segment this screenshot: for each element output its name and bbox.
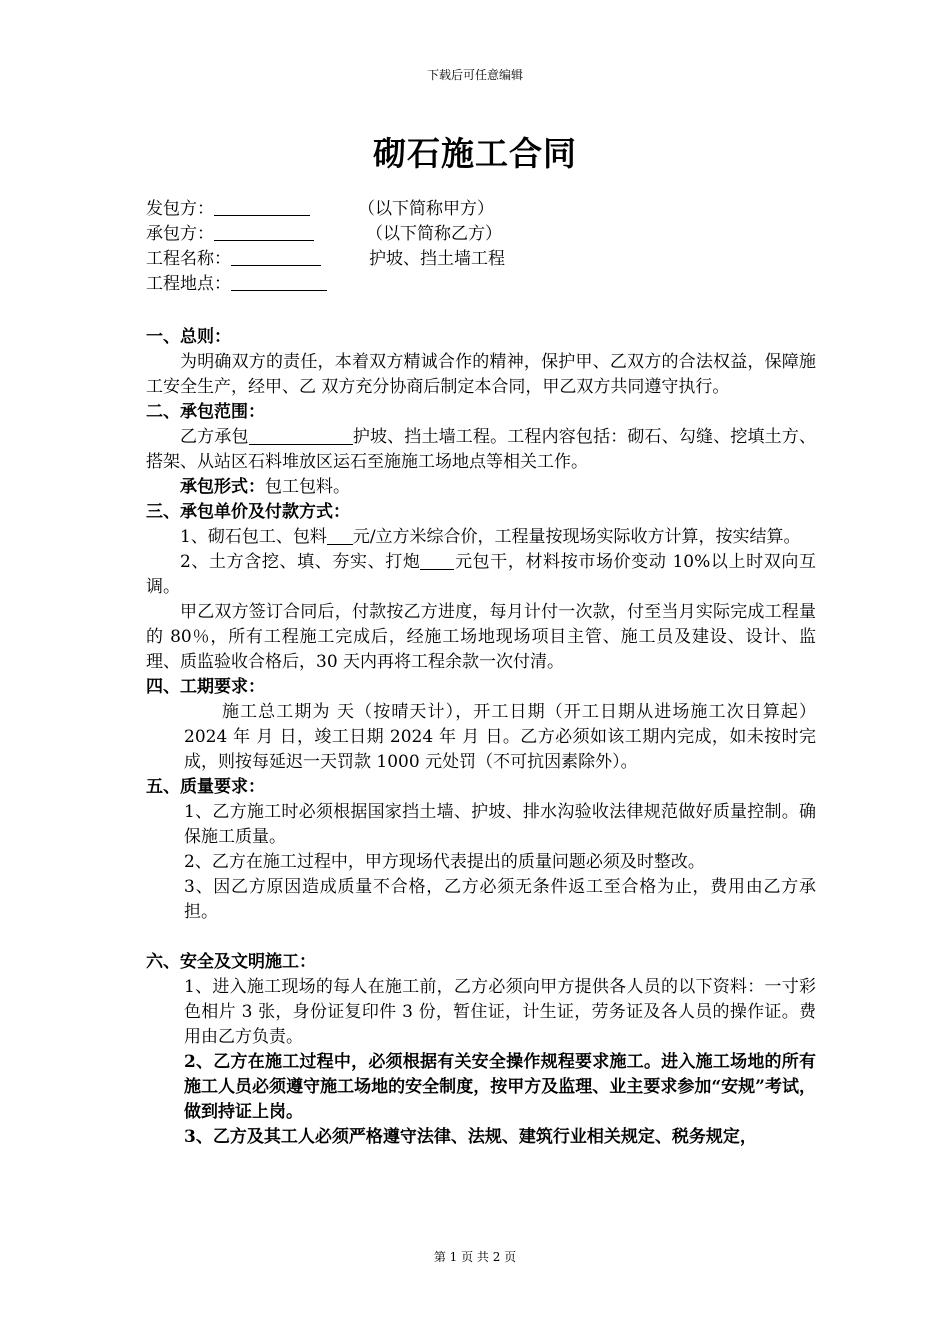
contract-body bbox=[146, 197, 816, 1150]
text-fragment: 元/立方米综合价，工程量按现场实际收方计算，按实结算。 bbox=[352, 527, 801, 547]
section-heading-schedule: 四、工期要求： bbox=[146, 677, 265, 697]
page-footer: 第 1 页 共 2 页 bbox=[433, 1250, 517, 1264]
blank-line bbox=[249, 426, 353, 445]
party-label: 工程地点： bbox=[146, 274, 231, 294]
page-header: 下载后可任意编辑 bbox=[426, 68, 523, 82]
section-heading-safety: 六、安全及文明施工： bbox=[146, 952, 316, 972]
section-heading-quality: 五、质量要求： bbox=[146, 777, 265, 797]
section-heading-pricing: 三、承包单价及付款方式： bbox=[146, 502, 350, 522]
section-paragraph: 为明确双方的责任，本着双方精诚合作的精神，保护甲、乙双方的合法权益，保障施工安全生产，经甲、乙 双方充分协商后制定本合同，甲乙双方共同遵守执行。 bbox=[146, 352, 816, 397]
blank-line bbox=[420, 551, 454, 570]
contract-form-label: 承包形式： bbox=[180, 477, 265, 497]
party-note: （以下简称乙方） bbox=[366, 224, 502, 244]
blank-line bbox=[214, 197, 310, 216]
section-paragraph: 2、乙方在施工过程中，必须根据有关安全操作规程要求施工。进入施工场地的所有施工人员必须遵守施工场地的安全制度，按甲方及监理、业主要求参加“安规”考试，做到持证上岗。 bbox=[184, 1052, 816, 1122]
contract-form-line bbox=[146, 475, 816, 500]
section-paragraph: 施工总工期为 天（按晴天计），开工日期（开工日期从进场施工次日算起）2024 年 月 日，竣工日期 2024 年 月 日。乙方必须如该工期内完成，如未按时完成，则按每延迟一天罚款 1000 元处罚（不可抗因素除外）。 bbox=[184, 702, 816, 772]
blank-line bbox=[214, 222, 314, 241]
blank-line bbox=[231, 272, 327, 291]
text-fragment: 元包干，材料按市场价变动 10%以上时双向互调。 bbox=[146, 552, 816, 597]
party-label: 发包方： bbox=[146, 199, 214, 219]
section-paragraph bbox=[146, 550, 816, 600]
section-paragraph: 甲乙双方签订合同后，付款按乙方进度，每月计付一次款，付至当月实际完成工程量的 80％，所有工程施工完成后，经施工场地现场项目主管、施工员及建设、设计、监理、质监验收合格后，30 天内再将工程余款一次付清。 bbox=[146, 602, 816, 672]
text-fragment: 2、土方含挖、填、夯实、打炮 bbox=[180, 552, 421, 572]
project-location-row bbox=[146, 272, 816, 297]
section-paragraph: 3、乙方及其工人必须严格遵守法律、法规、建筑行业相关规定、税务规定， bbox=[184, 1127, 757, 1147]
party-label: 承包方： bbox=[146, 224, 214, 244]
section-paragraph: 2、乙方在施工过程中，甲方现场代表提出的质量问题必须及时整改。 bbox=[184, 852, 705, 872]
contract-form-value: 包工包料。 bbox=[265, 477, 350, 497]
section-paragraph bbox=[146, 525, 816, 550]
section-paragraph: 1、进入施工现场的每人在施工前，乙方必须向甲方提供各人员的以下资料：一寸彩色相片 3 张，身份证复印件 3 份，暂住证，计生证，劳务证及各人员的操作证。费用由乙方负责。 bbox=[184, 977, 816, 1047]
section-heading-scope: 二、承包范围： bbox=[146, 402, 265, 422]
project-name-row bbox=[146, 247, 816, 272]
text-fragment: 1、砌石包工、包料 bbox=[180, 527, 327, 547]
text-fragment: 乙方承包 bbox=[180, 427, 249, 447]
party-note: （以下简称甲方） bbox=[358, 199, 494, 219]
section-paragraph: 1、乙方施工时必须根据国家挡土墙、护坡、排水沟验收法律规范做好质量控制。确保施工质量。 bbox=[184, 802, 816, 847]
section-paragraph bbox=[146, 425, 816, 475]
party-row-employer bbox=[146, 197, 816, 222]
party-row-contractor bbox=[146, 222, 816, 247]
blank-line bbox=[231, 247, 321, 266]
section-heading-general: 一、总则： bbox=[146, 327, 231, 347]
text-fragment: 护坡、挡土墙工程。工程内容包括：砌石、勾缝、挖填土方、搭架、从站区石料堆放区运石至施施工场地点等相关工作。 bbox=[146, 427, 817, 472]
section-paragraph: 3、因乙方原因造成质量不合格，乙方必须无条件返工至合格为止，费用由乙方承担。 bbox=[184, 877, 816, 922]
document-title: 砌石施工合同 bbox=[373, 134, 577, 173]
blank-line bbox=[327, 526, 353, 545]
party-note: 护坡、挡土墙工程 bbox=[369, 249, 505, 269]
party-label: 工程名称： bbox=[146, 249, 231, 269]
